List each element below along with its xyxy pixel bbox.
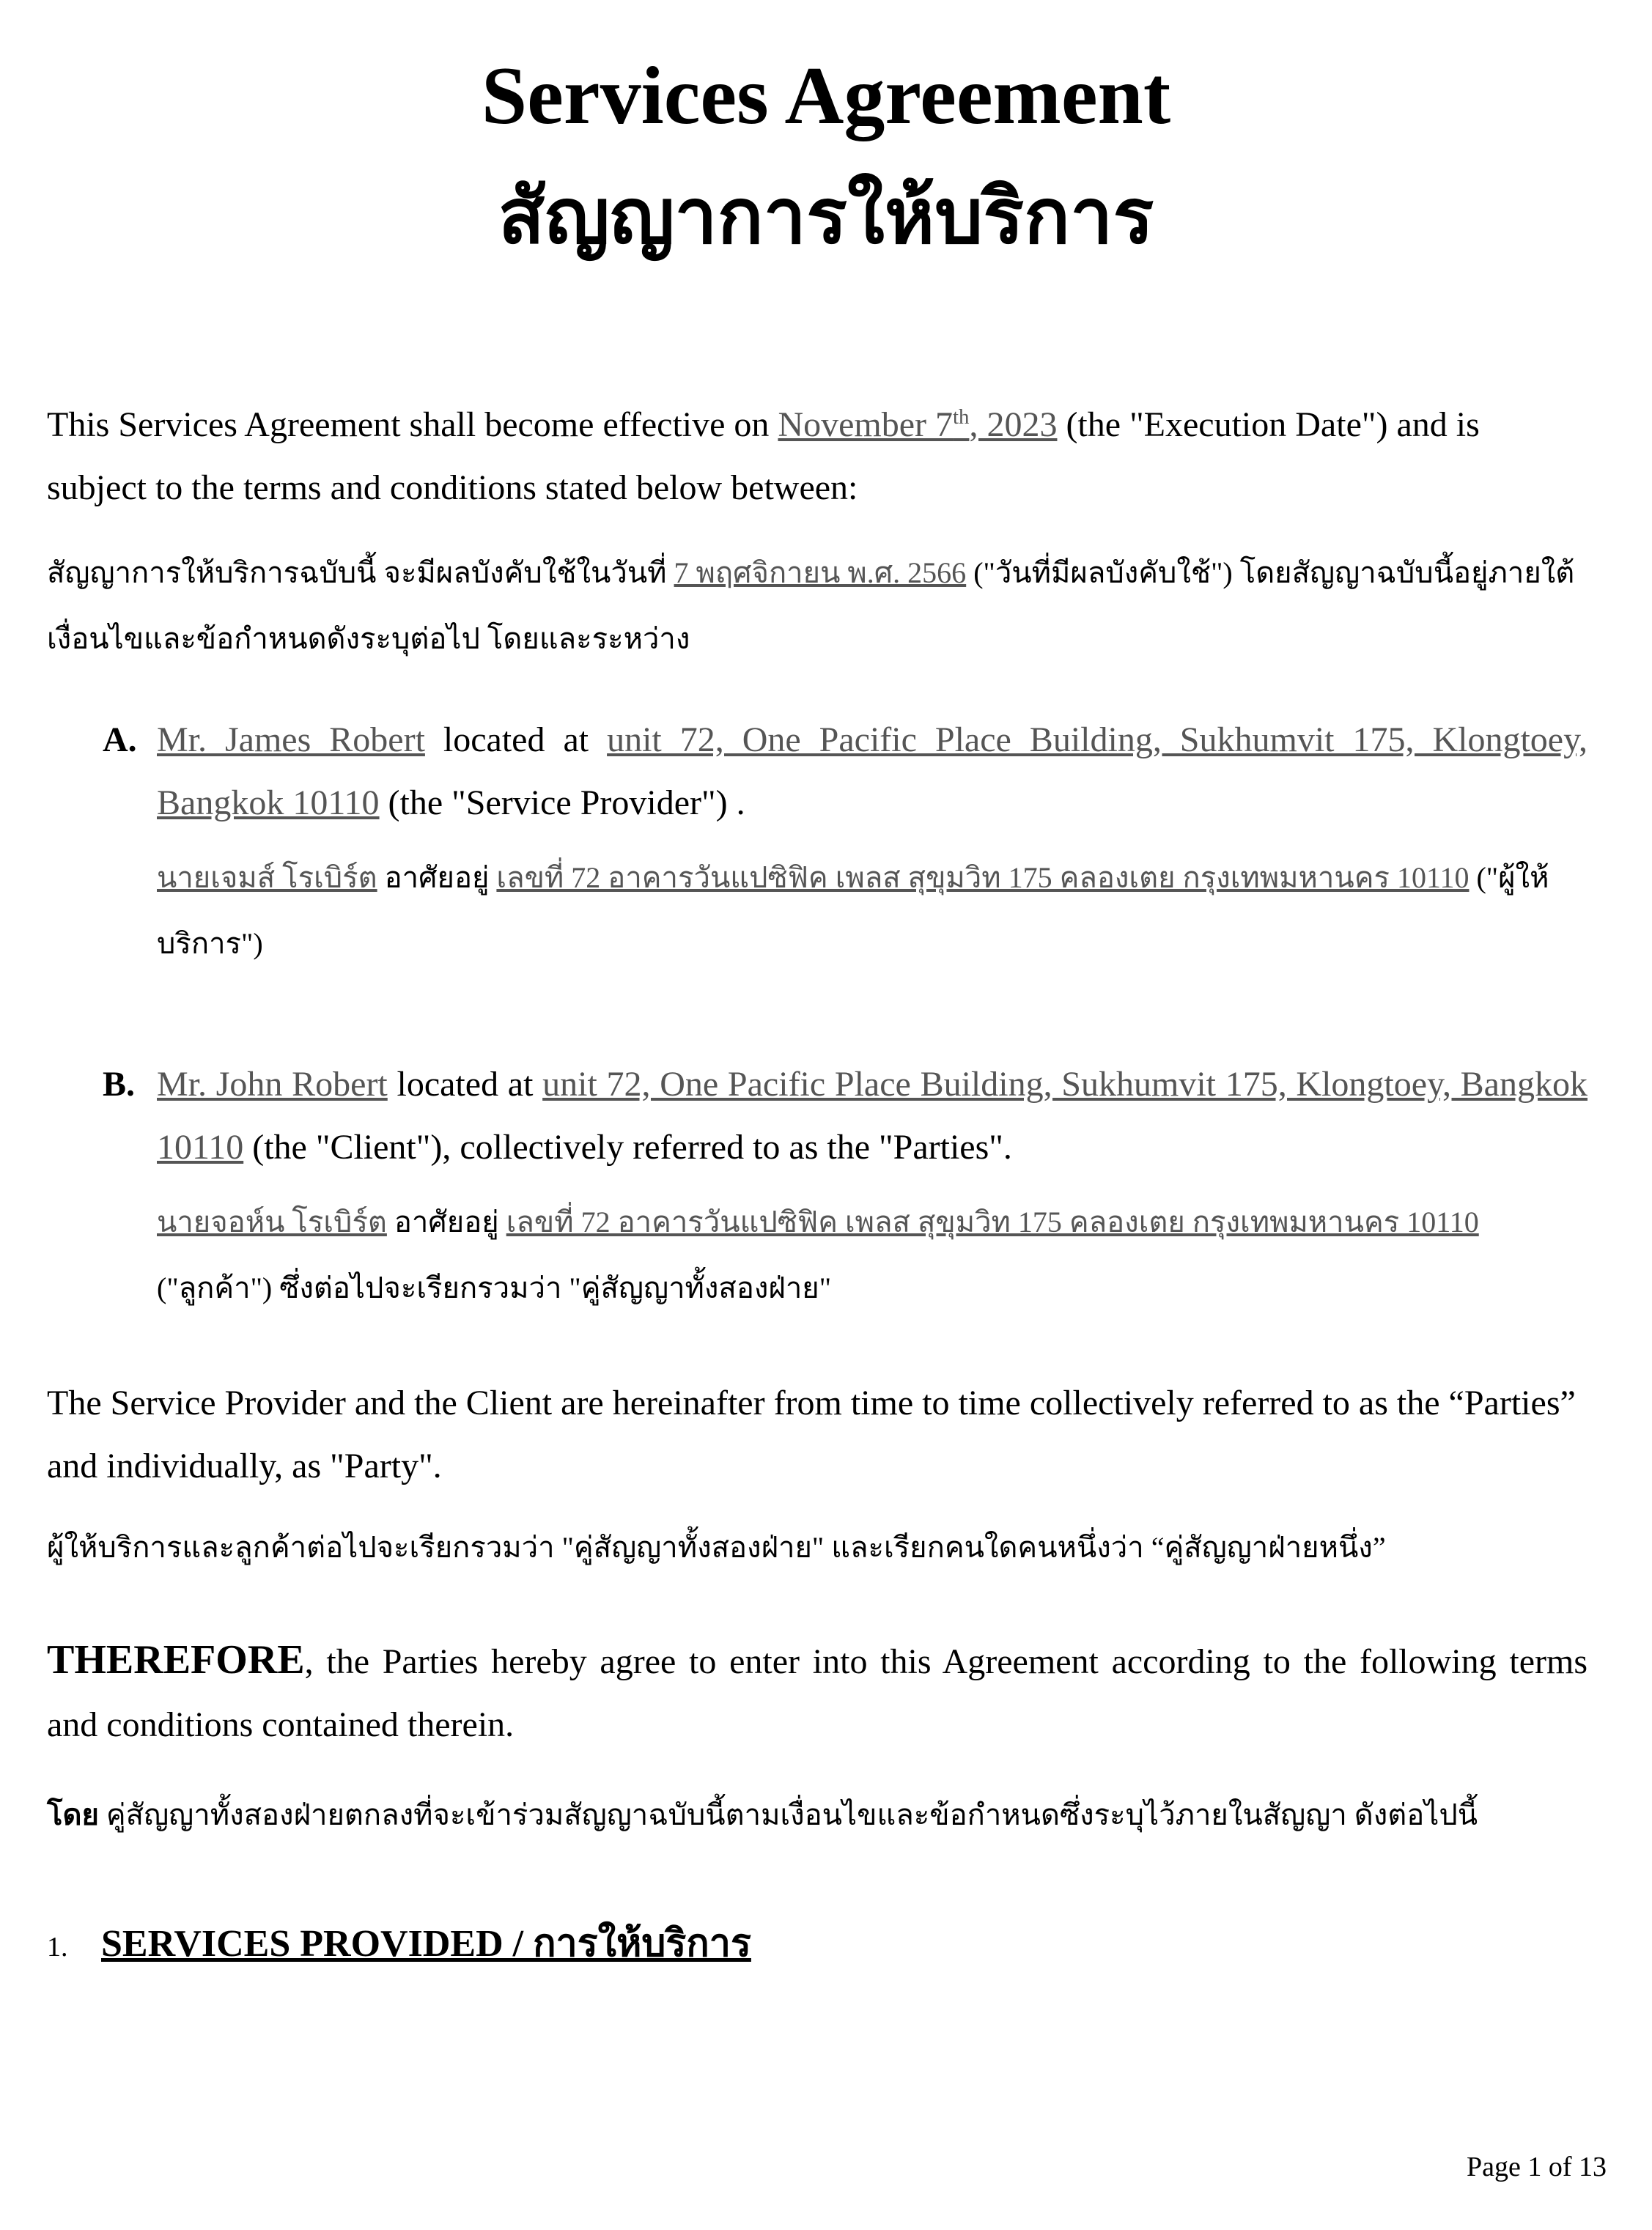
therefore-thai — [47, 1782, 1588, 1848]
party-b-address: unit 72, One Pacific Place Building, Sukhumvit 175, Klongtoey, Bangkok 10110 — [157, 1065, 1588, 1167]
party-b-located-text: located at — [387, 1065, 543, 1104]
party-b-role-thai: ("ลูกค้า") ซึ่งต่อไปจะเรียกรวมว่า "คู่สัญญาทั้งสองฝ่าย" — [157, 1271, 832, 1304]
therefore-lead: THEREFORE — [47, 1637, 305, 1683]
collective-thai: ผู้ให้บริการและลูกค้าต่อไปจะเรียกรวมว่า "คู่สัญญาทั้งสองฝ่าย" และเรียกคนใดคนหนึ่งว่า “คู่สัญญาฝ่ายหนึ่ง” — [47, 1531, 1386, 1564]
party-a-name-thai: นายเจมส์ โรเบิร์ต — [157, 861, 377, 894]
party-a-address: unit 72, One Pacific Place Building, Sukhumvit 175, Klongtoey, Bangkok 10110 — [157, 720, 1588, 822]
party-b-role: (the "Client"), collectively referred to as the "Parties". — [243, 1128, 1012, 1167]
intro-en-text-rest: (the "Execution Date") and is subject to the terms and conditions stated below between: — [47, 405, 1480, 507]
intro-en-text: This Services Agreement shall become effective on — [47, 405, 778, 444]
party-a-located-thai: อาศัยอยู่ — [377, 861, 497, 894]
execution-date-year: , 2023 — [969, 405, 1058, 444]
party-b-located-thai: อาศัยอยู่ — [386, 1206, 506, 1238]
party-a-thai — [157, 845, 1588, 977]
party-b-name: Mr. John Robert — [157, 1065, 388, 1104]
therefore-text: , the Parties hereby agree to enter into this Agreement according to the following terms and conditions contained therein. — [47, 1642, 1588, 1744]
party-a-role: (the "Service Provider") . — [379, 783, 745, 822]
party-a-address-thai: เลขที่ 72 อาคารวันแปซิฟิค เพลส สุขุมวิท 175 คลองเตย กรุงเทพมหานคร 10110 — [496, 861, 1470, 894]
party-a-name: Mr. James Robert — [157, 720, 425, 759]
execution-date-english — [778, 405, 1057, 444]
section-title: SERVICES PROVIDED / การให้บริการ — [101, 1923, 751, 1965]
document-title-thai: สัญญาการให้บริการ — [498, 175, 1154, 259]
intro-english — [47, 394, 1588, 520]
execution-date-suffix: th — [953, 405, 970, 429]
party-b-name-thai: นายจอห์น โรเบิร์ต — [157, 1206, 387, 1238]
collective-english: The Service Provider and the Client are hereinafter from time to time collectively referred to as the “Parties” and individually, as "Party". — [47, 1384, 1576, 1485]
intro-th-text: สัญญาการให้บริการฉบับนี้ จะมีผลบังคับใช้ในวันที่ — [47, 556, 674, 589]
intro-thai — [47, 540, 1588, 672]
party-b-label: B. — [103, 1065, 136, 1104]
therefore-text-thai: คู่สัญญาทั้งสองฝ่ายตกลงที่จะเข้าร่วมสัญญาฉบับนี้ตามเงื่อนไขและข้อกำหนดซึ่งระบุไว้ภายในสัญญา ดังต่อไปนี้ — [98, 1798, 1478, 1831]
party-a-body — [157, 709, 1588, 977]
execution-date-thai: 7 พฤศจิกายน พ.ศ. 2566 — [674, 556, 967, 589]
party-a-label: A. — [103, 720, 137, 759]
party-b-body — [157, 1053, 1588, 1321]
therefore-english — [47, 1628, 1588, 1757]
intro-th-text-rest: ("วันที่มีผลบังคับใช้") โดยสัญญาฉบับนี้อยู่ภายใต้เงื่อนไขและข้อกำหนดดังระบุต่อไป โดยและระหว่าง — [47, 556, 1575, 655]
party-b-thai — [157, 1189, 1588, 1321]
document-title-english: Services Agreement — [481, 51, 1171, 141]
section-number: 1. — [47, 1932, 68, 1963]
party-a-role-thai: ("ผู้ให้บริการ") — [157, 861, 1549, 960]
party-b-address-thai: เลขที่ 72 อาคารวันแปซิฟิค เพลส สุขุมวิท 175 คลองเตย กรุงเทพมหานคร 10110 — [506, 1206, 1479, 1238]
page-number: Page 1 of 13 — [1466, 2152, 1607, 2182]
party-b-english — [157, 1053, 1588, 1179]
section-1-heading — [47, 1913, 751, 1979]
therefore-lead-thai: โดย — [47, 1798, 99, 1831]
execution-date-main: November 7 — [778, 405, 954, 444]
party-a-english — [157, 709, 1588, 835]
party-a-located-text: located at — [424, 720, 608, 759]
